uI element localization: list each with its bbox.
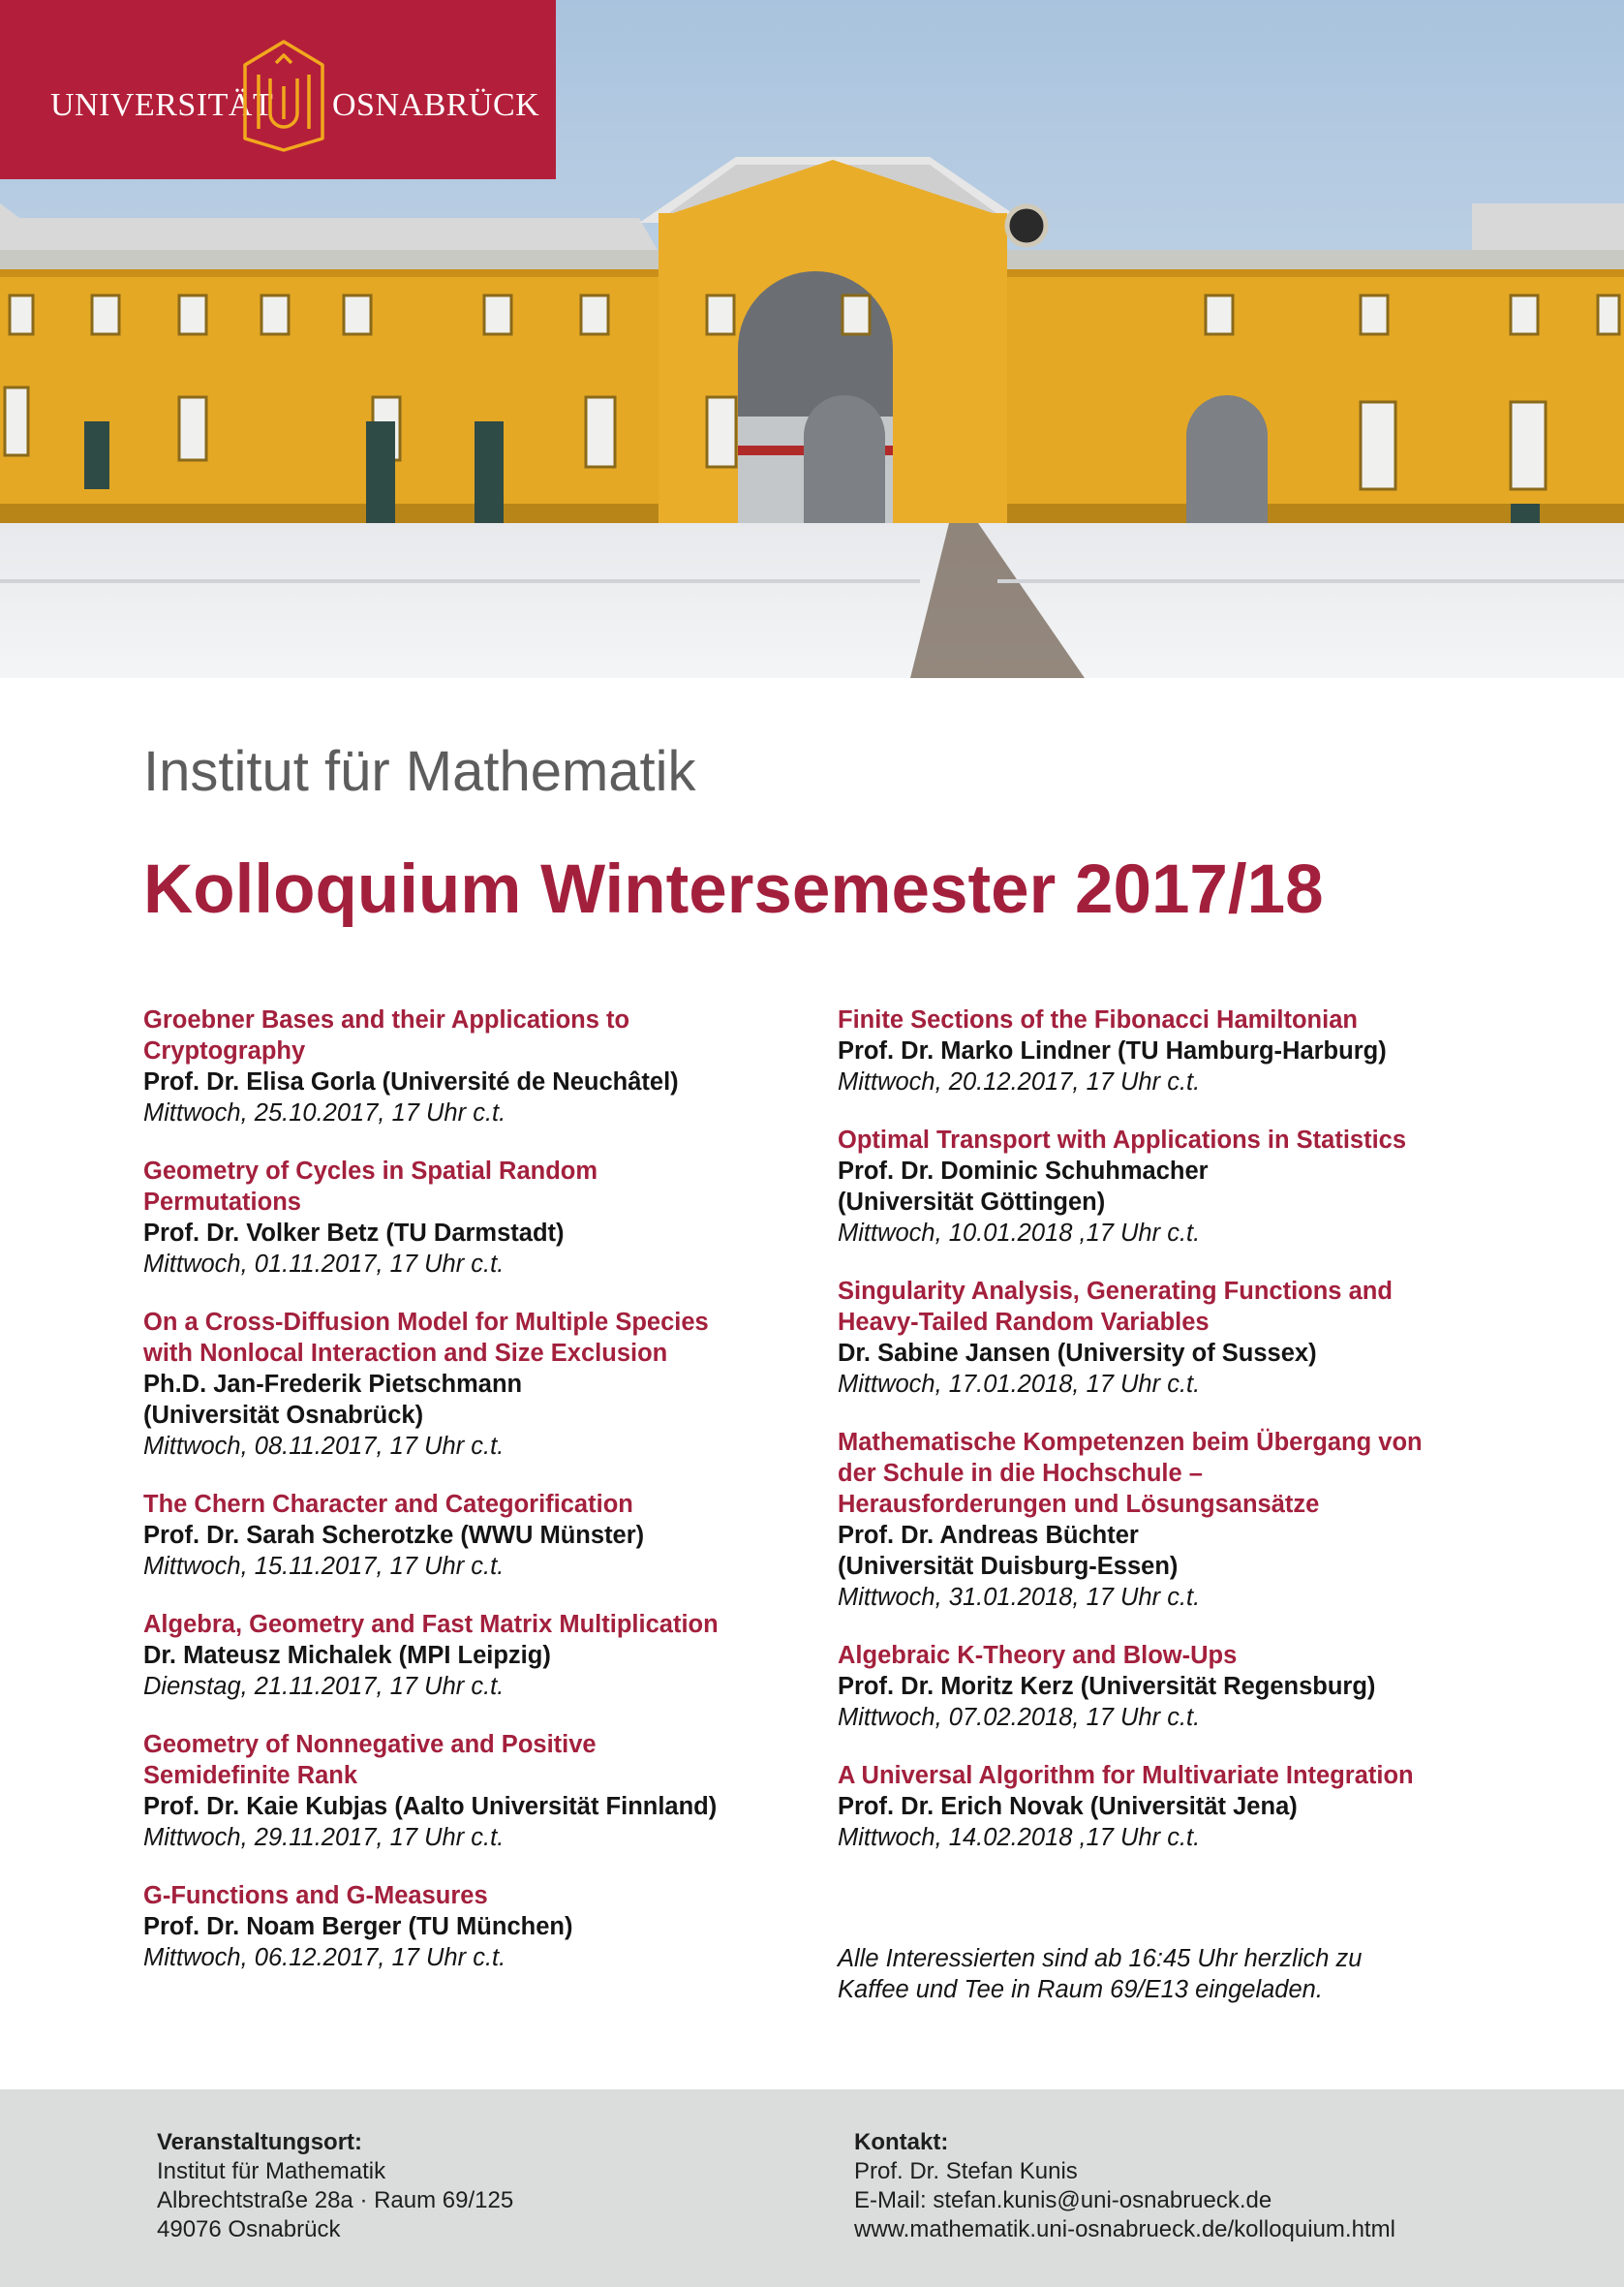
talk-title: A Universal Algorithm for Multivariate Integration: [838, 1762, 1414, 1789]
talk-title: G-Functions and G-Measures: [143, 1882, 488, 1909]
talk-entry: [143, 1004, 821, 1128]
talk-speaker: Dr. Mateusz Michalek (MPI Leipzig): [143, 1642, 551, 1669]
talk-date: Mittwoch, 17.01.2018, 17 Uhr c.t.: [838, 1371, 1201, 1398]
talk-speaker: Prof. Dr. Elisa Gorla (Université de Neuchâtel): [143, 1068, 679, 1096]
talk-title: Geometry of Nonnegative and Positive: [143, 1731, 597, 1758]
venue-block: [157, 2128, 513, 2244]
contact-website[interactable]: www.mathematik.uni-osnabrueck.de/kolloquium.html: [854, 2216, 1395, 2242]
talk-entry: [838, 1427, 1516, 1613]
talk-speaker: (Universität Duisburg-Essen): [838, 1553, 1179, 1580]
colloquium-title: Kolloquium Wintersemester 2017/18: [143, 851, 1324, 928]
talk-speaker: Prof. Dr. Sarah Scherotzke (WWU Münster): [143, 1522, 645, 1549]
talk-date: Mittwoch, 31.01.2018, 17 Uhr c.t.: [838, 1584, 1201, 1611]
talk-title: der Schule in die Hochschule –: [838, 1460, 1203, 1487]
university-logo: [0, 0, 556, 179]
talk-date: Mittwoch, 15.11.2017, 17 Uhr c.t.: [143, 1553, 505, 1580]
talk-title: Optimal Transport with Applications in Statistics: [838, 1127, 1407, 1154]
talk-date: Mittwoch, 25.10.2017, 17 Uhr c.t.: [143, 1099, 506, 1127]
talk-entry: [143, 1307, 821, 1462]
talk-speaker: (Universität Osnabrück): [143, 1402, 424, 1429]
talk-title: Groebner Bases and their Applications to: [143, 1006, 630, 1034]
talk-title: The Chern Character and Categorification: [143, 1491, 633, 1518]
talk-title: with Nonlocal Interaction and Size Exclusion: [143, 1340, 668, 1367]
venue-line: Institut für Mathematik: [157, 2158, 386, 2184]
note-line: Kaffee und Tee in Raum 69/E13 eingeladen.: [838, 1976, 1323, 2003]
contact-block: [854, 2128, 1395, 2244]
talk-speaker: Prof. Dr. Marko Lindner (TU Hamburg-Harburg): [838, 1037, 1387, 1065]
talk-entry: [143, 1156, 821, 1280]
talk-speaker: Prof. Dr. Dominic Schuhmacher: [838, 1158, 1209, 1185]
contact-email[interactable]: E-Mail: stefan.kunis@uni-osnabrueck.de: [854, 2187, 1272, 2213]
talk-speaker: Ph.D. Jan-Frederik Pietschmann: [143, 1371, 523, 1398]
talk-entry: [838, 1760, 1516, 1853]
talk-title: Herausforderungen und Lösungsansätze: [838, 1491, 1320, 1518]
talk-date: Mittwoch, 06.12.2017, 17 Uhr c.t.: [143, 1944, 506, 1971]
note-line: Alle Interessierten sind ab 16:45 Uhr herzlich zu: [838, 1945, 1363, 1972]
talk-title: Singularity Analysis, Generating Functions and: [838, 1278, 1393, 1305]
talk-speaker: Prof. Dr. Kaie Kubjas (Aalto Universität Finnland): [143, 1793, 718, 1820]
contact-heading: Kontakt:: [854, 2129, 949, 2155]
talk-speaker: Prof. Dr. Volker Betz (TU Darmstadt): [143, 1220, 565, 1247]
talk-date: Mittwoch, 20.12.2017, 17 Uhr c.t.: [838, 1068, 1201, 1096]
talk-entry: [838, 1125, 1516, 1249]
talk-title: Permutations: [143, 1189, 301, 1216]
talk-speaker: Dr. Sabine Jansen (University of Sussex): [838, 1340, 1317, 1367]
logo-text-universitaet: UNIVERSITÄT: [50, 87, 274, 123]
talk-entry: [143, 1489, 821, 1582]
talk-title: Algebraic K-Theory and Blow-Ups: [838, 1642, 1238, 1669]
talk-speaker: Prof. Dr. Erich Novak (Universität Jena): [838, 1793, 1298, 1820]
talk-title: Semidefinite Rank: [143, 1762, 358, 1789]
logo-text-osnabrueck: OSNABRÜCK: [332, 87, 540, 123]
contact-name: Prof. Dr. Stefan Kunis: [854, 2158, 1078, 2184]
talks-right-column: [838, 1004, 1516, 1880]
talk-title: Mathematische Kompetenzen beim Übergang von: [838, 1429, 1423, 1456]
talk-title: On a Cross-Diffusion Model for Multiple Species: [143, 1309, 709, 1336]
talk-title: Geometry of Cycles in Spatial Random: [143, 1158, 598, 1185]
talk-title: Finite Sections of the Fibonacci Hamiltonian: [838, 1006, 1358, 1034]
talk-title: Heavy-Tailed Random Variables: [838, 1309, 1210, 1336]
talk-entry: [143, 1880, 821, 1973]
talk-entry: [143, 1609, 821, 1702]
talk-date: Mittwoch, 08.11.2017, 17 Uhr c.t.: [143, 1433, 505, 1460]
university-emblem-icon: [239, 36, 328, 154]
talk-title: Cryptography: [143, 1037, 306, 1065]
talk-date: Mittwoch, 07.02.2018, 17 Uhr c.t.: [838, 1704, 1201, 1731]
talk-speaker: Prof. Dr. Noam Berger (TU München): [143, 1913, 573, 1940]
talk-entry: [838, 1640, 1516, 1733]
talk-entry: [838, 1004, 1516, 1097]
venue-line: 49076 Osnabrück: [157, 2216, 341, 2242]
talk-entry: [838, 1276, 1516, 1400]
talk-date: Mittwoch, 29.11.2017, 17 Uhr c.t.: [143, 1824, 505, 1851]
talk-speaker: (Universität Göttingen): [838, 1189, 1106, 1216]
coffee-invitation-note: [838, 1943, 1535, 2005]
institute-heading: Institut für Mathematik: [143, 740, 696, 803]
talk-title: Algebra, Geometry and Fast Matrix Multiplication: [143, 1611, 719, 1638]
talk-date: Mittwoch, 01.11.2017, 17 Uhr c.t.: [143, 1251, 505, 1278]
talk-date: Dienstag, 21.11.2017, 17 Uhr c.t.: [143, 1673, 505, 1700]
talk-speaker: Prof. Dr. Andreas Büchter: [838, 1522, 1139, 1549]
venue-heading: Veranstaltungsort:: [157, 2129, 363, 2155]
talk-entry: [143, 1729, 821, 1853]
talk-date: Mittwoch, 10.01.2018 ,17 Uhr c.t.: [838, 1220, 1201, 1247]
talk-date: Mittwoch, 14.02.2018 ,17 Uhr c.t.: [838, 1824, 1201, 1851]
venue-line: Albrechtstraße 28a · Raum 69/125: [157, 2187, 514, 2213]
talk-speaker: Prof. Dr. Moritz Kerz (Universität Regensburg): [838, 1673, 1376, 1700]
talks-left-column: [143, 1004, 821, 2000]
